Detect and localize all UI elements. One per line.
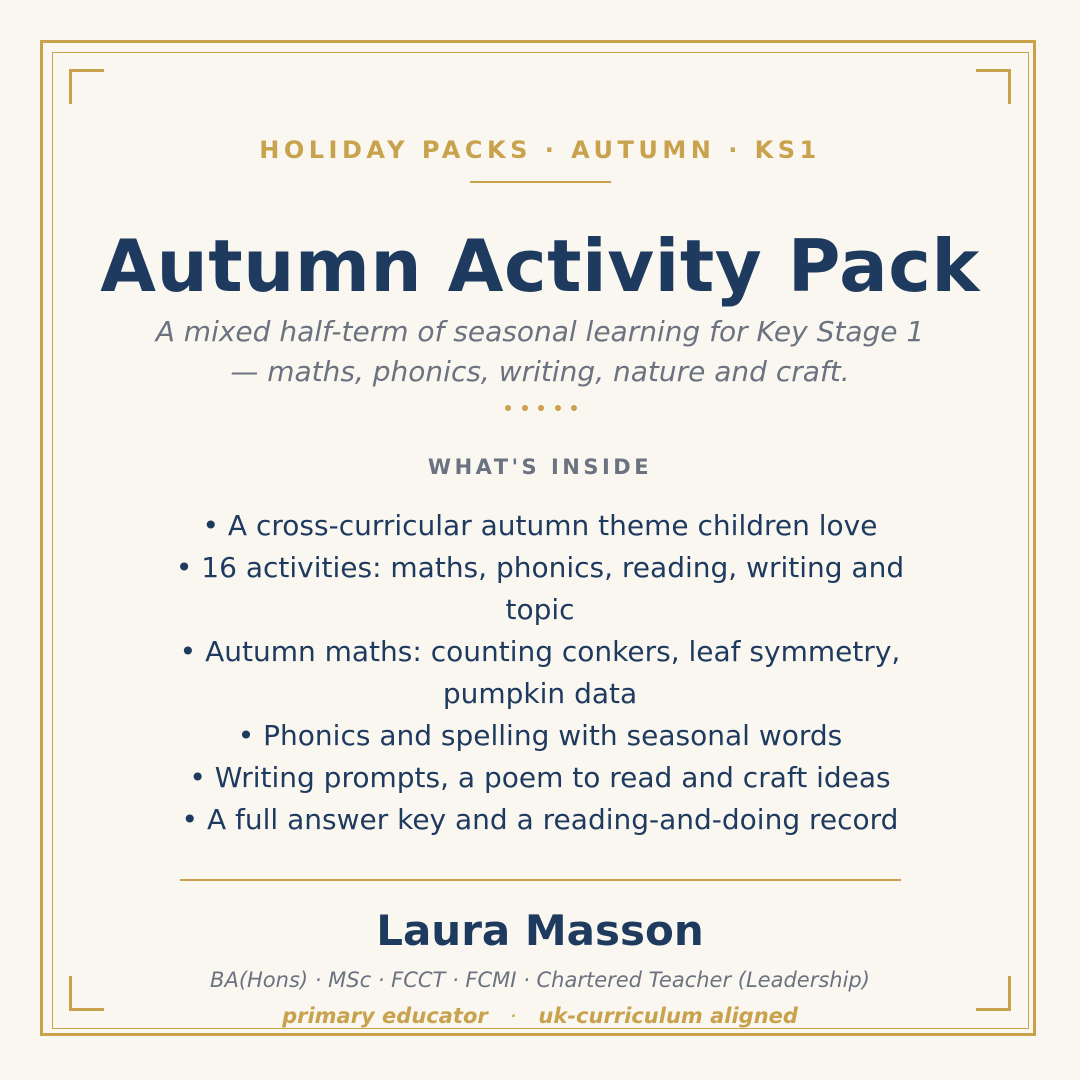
dot bbox=[555, 405, 561, 411]
subtitle-line-1: A mixed half-term of seasonal learning for Key Stage 1 bbox=[155, 315, 925, 348]
section-heading: WHAT'S INSIDE bbox=[427, 455, 653, 479]
list-item: • Phonics and spelling with seasonal words bbox=[237, 719, 843, 752]
dot bbox=[522, 405, 528, 411]
tagline-left: primary educator bbox=[282, 1004, 488, 1028]
subtitle-line-2: — maths, phonics, writing, nature and craft. bbox=[230, 355, 850, 388]
dot bbox=[571, 405, 577, 411]
dot bbox=[505, 405, 511, 411]
eyebrow-label: HOLIDAY PACKS · AUTUMN · KS1 bbox=[259, 136, 821, 164]
corner-ornament-top-right bbox=[976, 69, 1011, 104]
corner-ornament-top-left bbox=[69, 69, 104, 104]
list-item: • Autumn maths: counting conkers, leaf symmetry, pumpkin data bbox=[179, 635, 901, 710]
eyebrow-divider bbox=[470, 181, 611, 183]
tagline-right: uk-curriculum aligned bbox=[538, 1004, 798, 1028]
list-item: • A cross-curricular autumn theme children love bbox=[202, 509, 878, 542]
subtitle bbox=[0, 312, 1080, 392]
footer-divider bbox=[180, 879, 901, 881]
author-tagline bbox=[0, 1001, 1080, 1031]
list-item: • 16 activities: maths, phonics, reading, writing and topic bbox=[175, 551, 905, 626]
tagline-separator: · bbox=[509, 1004, 517, 1028]
list-item: • A full answer key and a reading-and-doing record bbox=[181, 803, 899, 836]
page-title: Autumn Activity Pack bbox=[100, 224, 980, 308]
author-name: Laura Masson bbox=[376, 906, 704, 955]
dot bbox=[538, 405, 544, 411]
author-credentials: BA(Hons) · MSc · FCCT · FCMI · Chartered Teacher (Leadership) bbox=[210, 968, 870, 992]
contents-list bbox=[140, 505, 940, 841]
dot-divider bbox=[505, 405, 577, 411]
list-item: • Writing prompts, a poem to read and craft ideas bbox=[189, 761, 891, 794]
